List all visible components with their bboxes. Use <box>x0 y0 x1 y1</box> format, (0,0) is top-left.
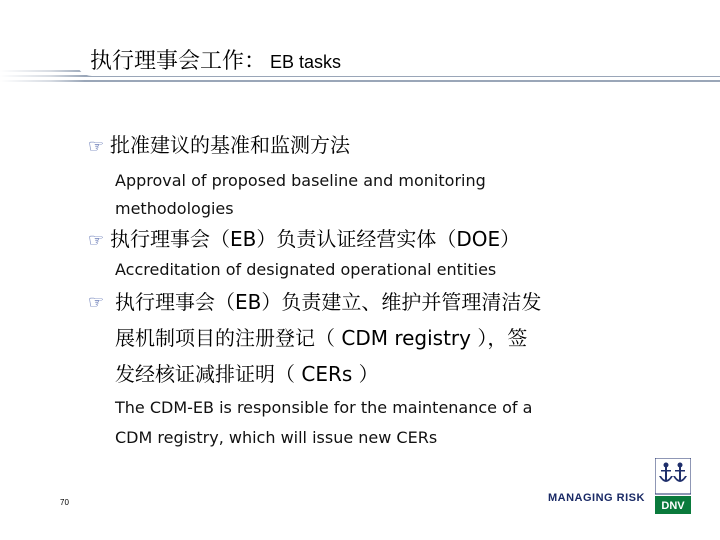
slide-title <box>90 44 341 75</box>
bullet-1 <box>88 128 350 164</box>
title-zh: 执行理事会工作： <box>90 49 267 74</box>
bullet-2-en <box>115 256 496 284</box>
page-number: 70 <box>60 498 69 507</box>
pointing-hand-icon: ☞ <box>88 292 105 313</box>
title-en: EB tasks <box>270 52 342 72</box>
bullet-2 <box>88 222 520 258</box>
bullet-2-zh: 执行理事会（EB）负责认证经营实体（DOE） <box>110 227 521 251</box>
bullet-3-zh-line1: 执行理事会（EB）负责建立、维护并管理清洁发 <box>115 290 542 314</box>
bullet-3-en <box>115 393 532 453</box>
pointing-hand-icon: ☞ <box>88 230 105 251</box>
bullet-3-zh-line2: 展机制项目的注册登记（ CDM registry ），签 <box>115 326 528 350</box>
dnv-logo-icon <box>655 458 691 514</box>
bullet-1-zh: 批准建议的基准和监测方法 <box>110 133 350 157</box>
bullet-2-en-line1: Accreditation of designated operational entities <box>115 260 497 279</box>
pointing-hand-icon: ☞ <box>88 136 105 157</box>
logo-text: DNV <box>661 500 685 512</box>
bullet-3-en-line2: CDM registry, which will issue new CERs <box>115 428 438 447</box>
header-fade <box>0 60 85 90</box>
bullet-1-en-line1: Approval of proposed baseline and monitoring <box>115 171 486 190</box>
brand-tagline: MANAGING RISK <box>548 492 645 504</box>
bullet-1-en-line2: methodologies <box>115 199 234 218</box>
bullet-3-zh <box>115 284 635 392</box>
bullet-1-en <box>115 167 486 223</box>
bullet-3-zh-line3: 发经核证减排证明（ CERs ） <box>115 362 379 386</box>
bullet-3-en-line1: The CDM-EB is responsible for the maintenance of a <box>115 398 533 417</box>
bullet-3 <box>88 284 110 320</box>
